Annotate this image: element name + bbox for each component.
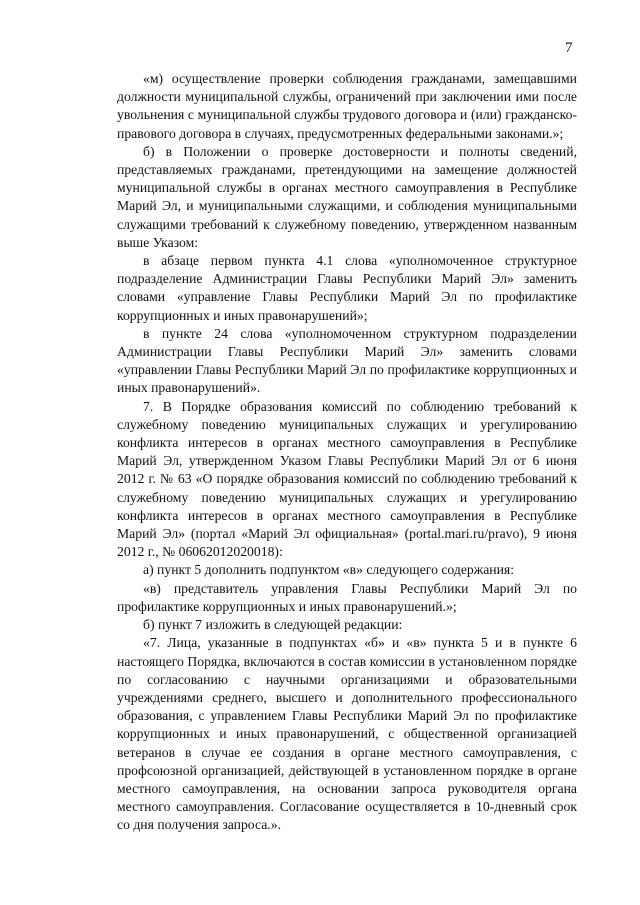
document-body — [117, 70, 577, 835]
paragraph-clause-24: в пункте 24 слова «уполномоченном структурном подразделении Администрации Главы Республики Марий Эл» заменить словами «управлении Главы Республики Марий Эл по профилактике коррупционных и иных правонарушений». — [117, 325, 577, 396]
paragraph-new-clause-7: «7. Лица, указанные в подпунктах «б» и «в» пункта 5 и в пункте 6 настоящего Порядка, включаются в состав комиссии в установленном порядке по согласованию с научными организациями и образовательными учреждениями среднего, высшего и дополнительного профессионального образования, с управлением Главы Республики Марий Эл по профилактике коррупционных и иных правонарушений, с общественной организацией ветеранов в случае ее создания в органе местного самоуправления, с профсоюзной организацией, действующей в установленном порядке в органе местного самоуправления, на основании запроса руководителя органа местного самоуправления. Согласование осуществляется в 10-дневный срок со дня получения запроса.». — [117, 635, 577, 833]
paragraph-b-clause-7: б) пункт 7 изложить в следующей редакции: — [143, 617, 403, 633]
paragraph-item-7: 7. В Порядке образования комиссий по соблюдению требований к служебному поведению муниципальных служащих и урегулированию конфликта интересов в органах местного самоуправления в Республике Марий Эл, утвержденном Указом Главы Республики Марий Эл от 6 июня 2012 г. № 63 «О порядке образования комиссий по соблюдению требований к служебному поведению муниципальных служащих и урегулированию конфликта интересов в органах местного самоуправления в Республике Марий Эл» (портал «Марий Эл официальная» (portal.mari.ru/pravo), 9 июня 2012 г., № 06062012020018): — [117, 398, 577, 560]
paragraph-v-representative: «в) представитель управления Главы Республики Марий Эл по профилактике коррупционных и иных правонарушений.»; — [117, 580, 577, 614]
paragraph-a-clause-5: а) пункт 5 дополнить подпунктом «в» следующего содержания: — [143, 562, 515, 578]
page-number: 7 — [565, 40, 573, 56]
paragraph-clause-4-1: в абзаце первом пункта 4.1 слова «уполномоченное структурное подразделение Администрации Главы Республики Марий Эл» заменить словами «управление Главы Республики Марий Эл по профилактике коррупционных и иных правонарушений»; — [117, 253, 577, 323]
paragraph-b-regulation: б) в Положении о проверке достоверности и полноты сведений, представляемых гражданами, претендующими на замещение должностей муниципальной службы в органах местного самоуправления в Республике Марий Эл, и муниципальными служащими, и соблюдения муниципальными служащими требований к служебному поведению, утвержденном названным выше Указом: — [117, 143, 577, 250]
paragraph-m-verification: «м) осуществление проверки соблюдения гражданами, замещавшими должности муниципальной службы, ограничений при заключении ими после увольнения с муниципальной службы трудового договора и (или) гражданско-правового договора в случаях, предусмотренных федеральными законами.»; — [117, 71, 577, 141]
